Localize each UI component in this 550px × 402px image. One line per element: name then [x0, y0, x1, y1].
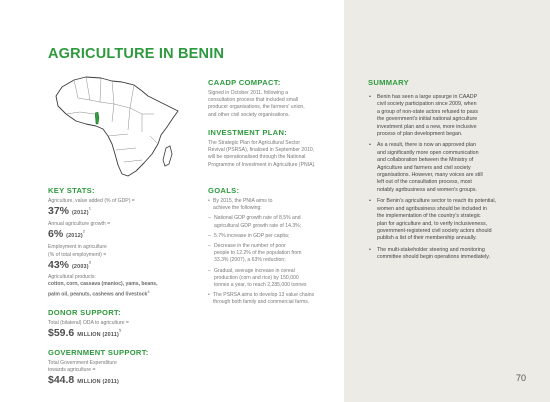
- caadp-line: producer organisations, the farmers' union,: [208, 104, 305, 111]
- goal-line: National GDP growth rate of 8.5% and: [214, 215, 301, 222]
- goals: [208, 186, 340, 310]
- summary-line: the government's initial national agriculture: [377, 116, 478, 123]
- summary-line: process of plan development began.: [377, 131, 463, 138]
- summary-line: For Benin's agriculture sector to reach its potential,: [377, 198, 497, 205]
- donor-support-suffix: MILLION (2011): [77, 332, 119, 339]
- goal-item: [208, 243, 340, 265]
- goal-line: By 2015, the PNIA aims to: [213, 198, 273, 204]
- caadp-line: Signed in October 2011, following a: [208, 90, 289, 96]
- value-added-label: Agriculture, value added (% of GDP) =: [48, 198, 135, 204]
- caadp-heading: CAADP COMPACT:: [208, 78, 281, 87]
- value-added-number: 37%: [48, 205, 70, 218]
- summary: [368, 78, 544, 266]
- goals-list: [208, 198, 340, 307]
- products-note: 4: [147, 289, 150, 295]
- employment-value: [48, 259, 198, 271]
- employment-label-2: (% of total employment) =: [48, 251, 107, 258]
- value-added-year: (2012): [71, 210, 89, 217]
- summary-heading: SUMMARY: [368, 78, 410, 87]
- goal-line: tonnes a year, to reach 2,285,000 tonnes: [214, 282, 307, 289]
- growth-note: 2: [82, 228, 86, 234]
- government-support: [48, 348, 198, 386]
- government-support-value: [48, 374, 198, 386]
- growth-number: 6%: [48, 228, 64, 241]
- products-line-2-text: palm oil, peanuts, cashews and livestock: [48, 291, 148, 298]
- key-stats: [48, 186, 198, 299]
- goal-item: [208, 233, 340, 240]
- products-line-1: cotton, corn, cassava (manioc), yams, beans,: [48, 281, 158, 288]
- investment-plan-line: Revival (PSRSA), finalised in September 2010,: [208, 147, 315, 154]
- goal-line: achieve the following:: [213, 205, 262, 212]
- summary-item: [368, 198, 544, 242]
- goal-line: 33.3% (2007), a 63% reduction;: [214, 257, 286, 264]
- summary-line: plan for agriculture and, to verify inclusiveness,: [377, 220, 488, 227]
- summary-line: left out of the consultation process, most: [377, 179, 472, 186]
- summary-line: civil society participation since 2009, when: [377, 101, 477, 108]
- investment-plan-line: will be operationalised through the National: [208, 154, 306, 161]
- caadp-line: and other civil society organisations.: [208, 111, 290, 118]
- goal-item: [208, 292, 340, 306]
- goal-line: agricultural GDP growth rate of 14.3%;: [214, 222, 302, 229]
- employment-note: 3: [88, 259, 91, 265]
- investment-plan: [208, 128, 340, 169]
- growth-value: [48, 228, 198, 240]
- summary-line: Agriculture and farmers and civil society: [377, 164, 471, 171]
- goal-item: [208, 268, 340, 290]
- goal-line: Gradual, average increase in cereal: [214, 267, 295, 274]
- government-support-number: $44.8: [48, 374, 75, 387]
- government-support-label-1: Total Government Expenditure: [48, 360, 117, 366]
- donor-support-value: [48, 327, 198, 339]
- donor-support-label: Total (bilateral) ODA to agriculture =: [48, 320, 129, 326]
- donor-support-heading: DONOR SUPPORT:: [48, 308, 121, 317]
- goals-heading: GOALS:: [208, 186, 240, 195]
- africa-map: [46, 74, 196, 180]
- summary-line: government-registered civil society actors should: [377, 227, 492, 234]
- investment-plan-line: Programme of Investment in Agriculture (PNIA).: [208, 161, 316, 168]
- growth-label: Annual agriculture growth =: [48, 221, 111, 228]
- summary-item: [368, 247, 544, 262]
- page-title: AGRICULTURE IN BENIN: [48, 46, 225, 62]
- summary-line: and significantly more open communication: [377, 149, 479, 156]
- goal-item: [208, 198, 340, 212]
- employment-number: 43%: [48, 258, 70, 271]
- summary-line: Benin has seen a large upsurge in CAADP: [377, 94, 478, 100]
- goal-line: The PSRSA aims to develop 13 value chains: [213, 292, 315, 299]
- caadp-compact: [208, 78, 338, 119]
- summary-line: women and agribusiness should be included in: [377, 205, 487, 212]
- goal-line: through both family and commercial farms.: [213, 299, 310, 306]
- caadp-text: [208, 90, 338, 119]
- government-support-suffix: MILLION (2011): [77, 379, 119, 386]
- goal-line: 5.7% increase in GDP per capita;: [214, 232, 290, 239]
- employment-year: (2003): [71, 263, 89, 270]
- summary-line: and collaboration between the Ministry of: [377, 157, 474, 164]
- summary-line: The multi-stakeholder steering and monitoring: [377, 246, 485, 253]
- summary-item: [368, 94, 544, 138]
- government-support-label-2: towards agriculture =: [48, 367, 96, 374]
- goal-line: production (corn and rice) by 150,000: [214, 274, 299, 281]
- summary-line: investment plan and a new, more inclusive: [377, 123, 477, 130]
- growth-year: (2012): [66, 233, 83, 240]
- products-label: Agricultural products:: [48, 273, 96, 280]
- goal-item: [208, 215, 340, 229]
- value-added-note: 1: [88, 205, 91, 211]
- summary-line: a group of non-state actors refused to pass: [377, 108, 478, 115]
- key-stats-heading: KEY STATS:: [48, 186, 95, 195]
- summary-list: [368, 94, 544, 262]
- page-number: 70: [516, 373, 527, 383]
- madagascar: [163, 146, 172, 166]
- goal-line: people to 12.2% of the population from: [214, 250, 302, 257]
- summary-line: committee should begin operations immediately.: [377, 254, 490, 261]
- caadp-line: consultation process that included small: [208, 97, 299, 104]
- summary-line: publish a list of their membership annually.: [377, 235, 477, 242]
- investment-plan-text: [208, 140, 340, 169]
- summary-item: [368, 142, 544, 194]
- summary-line: notably agribusiness and women's groups.: [377, 186, 477, 193]
- government-support-heading: GOVERNMENT SUPPORT:: [48, 348, 149, 357]
- value-added-value: [48, 205, 198, 217]
- products-line-2: [48, 288, 198, 299]
- summary-line: organisations. However, many voices are still: [377, 172, 483, 179]
- africa-outline: [56, 77, 178, 176]
- summary-line: As a result, there is now an approved plan: [377, 142, 476, 149]
- donor-support: [48, 308, 198, 339]
- investment-plan-heading: INVESTMENT PLAN:: [208, 128, 288, 137]
- summary-line: the implementation of the country's strategic: [377, 213, 481, 220]
- donor-support-note: 5: [118, 327, 122, 333]
- goal-line: Decrease in the number of poor: [214, 243, 286, 250]
- employment-label-1: Employment in agriculture: [48, 244, 107, 251]
- investment-plan-line: The Strategic Plan for Agricultural Sector: [208, 140, 301, 146]
- donor-support-number: $59.6: [48, 327, 75, 340]
